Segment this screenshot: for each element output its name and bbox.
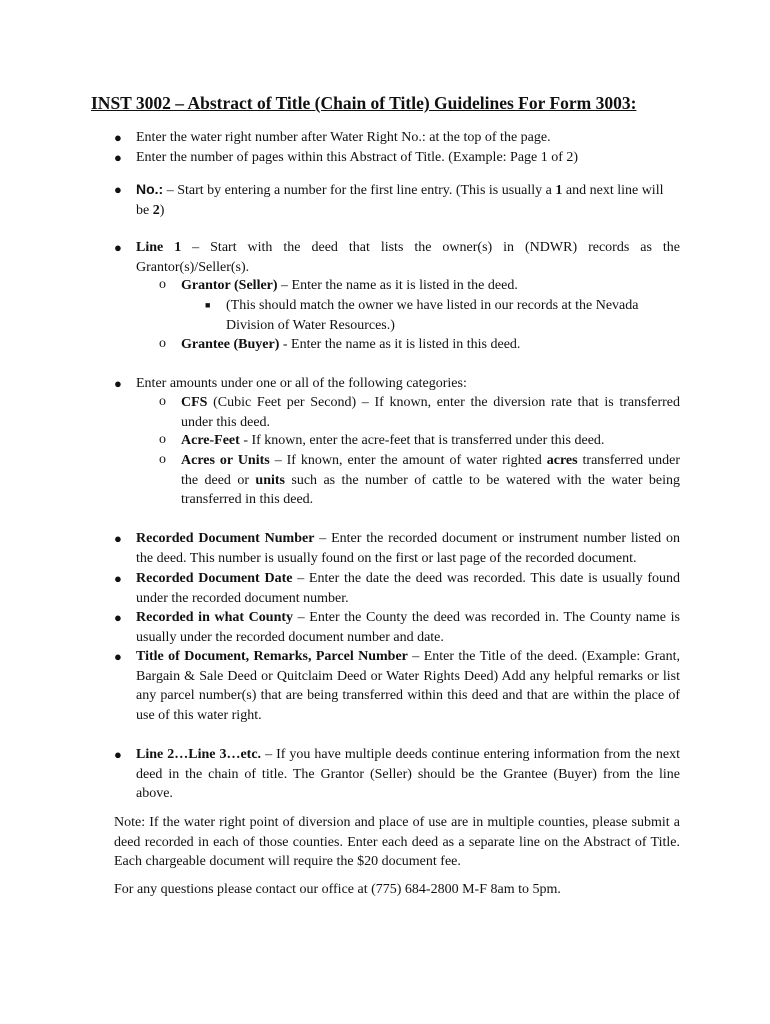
sub-item-acre-feet: o Acre-Feet - If known, enter the acre-feet that is transferred under this deed. [159,432,605,448]
list-item-pages: ● Enter the number of pages within this Abstract of Title. (Example: Page 1 of 2) [136,148,680,168]
circle-bullet-icon: o [159,277,166,292]
sub-item-grantor: o Grantor (Seller) – Enter the name as it is listed in the deed. [159,277,518,293]
list-item-no: ● No.: – Start by entering a number for the first line entry. (This is usually a 1 and next line will be 2) [114,181,664,218]
contact-paragraph: For any questions please contact our office at (775) 684-2800 M-F 8am to 5pm. [114,882,561,897]
list-item-recorded-date: ● Recorded Document Date – Enter the date the deed was recorded. This date is usually found under the recorded document number. [114,571,680,606]
square-bullet-icon: ■ [205,300,211,310]
sub-sub-item-grantor-note: ■ (This should match the owner we have listed in our records at the Nevada Division of Water Resources.) [205,298,639,333]
list-item-water-right: ● Enter the water right number after Water Right No.: at the top of the page. [136,128,680,148]
circle-bullet-icon: o [159,452,166,467]
list-item-line2: ● Line 2…Line 3…etc. – If you have multiple deeds continue entering information from the next deed in the chain of title. The Grantor (Seller) should be the Grantee (Buyer) from the line above. [114,747,680,802]
bullet-icon: ● [114,150,122,165]
bullet-icon: ● [114,571,122,586]
list-item-amounts: ● Enter amounts under one or all of the following categories: [136,374,680,394]
sub-item-cfs: o CFS (Cubic Feet per Second) – If known, enter the diversion rate that is transferred under this deed. [159,394,680,430]
bullet-icon: ● [114,130,122,145]
circle-bullet-icon: o [159,394,166,409]
circle-bullet-icon: o [159,432,166,447]
list-item-title-of-document: ● Title of Document, Remarks, Parcel Number – Enter the Title of the deed. (Example: Grant, Bargain & Sale Deed or Quitclaim Deed or Water Rights Deed) Add any helpful remarks or list any parcel number(s) that are being transferred within this deed and that are within the place of use of this water right. [114,649,680,723]
sub-item-grantee: o Grantee (Buyer) - Enter the name as it is listed in this deed. [159,336,521,352]
list-item-recorded-number: ● Recorded Document Number – Enter the recorded document or instrument number listed on the deed. This number is usually found on the first or last page of the recorded document. [114,531,680,566]
note-paragraph: Note: If the water right point of diversion and place of use are in multiple counties, please submit a deed recorded in each of those counties. Enter each deed as a separate line on the Abstract of Title. Each chargeable document will require the $20 document fee. [114,815,680,870]
list-item-line1: ● Line 1 – Start with the deed that lists the owner(s) in (NDWR) records as the Grantor(s)/Seller(s). [114,240,680,275]
sub-item-acres-units: o Acres or Units – If known, enter the amount of water righted acres transferred under the deed or units such as the number of cattle to be watered with the water being transferred in this deed. [159,452,680,508]
bullet-icon: ● [114,376,122,391]
document-title: INST 3002 – Abstract of Title (Chain of Title) Guidelines For Form 3003: [91,93,637,113]
bullet-icon: ● [114,610,122,625]
circle-bullet-icon: o [159,336,166,351]
bullet-icon: ● [114,240,122,255]
bullet-icon: ● [114,531,122,546]
list-item-recorded-county: ● Recorded in what County – Enter the County the deed was recorded in. The County name is usually under the recorded document number and date. [114,610,680,645]
bullet-icon: ● [114,182,122,197]
bullet-icon: ● [114,747,122,762]
bullet-icon: ● [114,649,122,664]
line1-label: Line 1 [136,240,182,255]
no-label: No.: [136,181,164,197]
